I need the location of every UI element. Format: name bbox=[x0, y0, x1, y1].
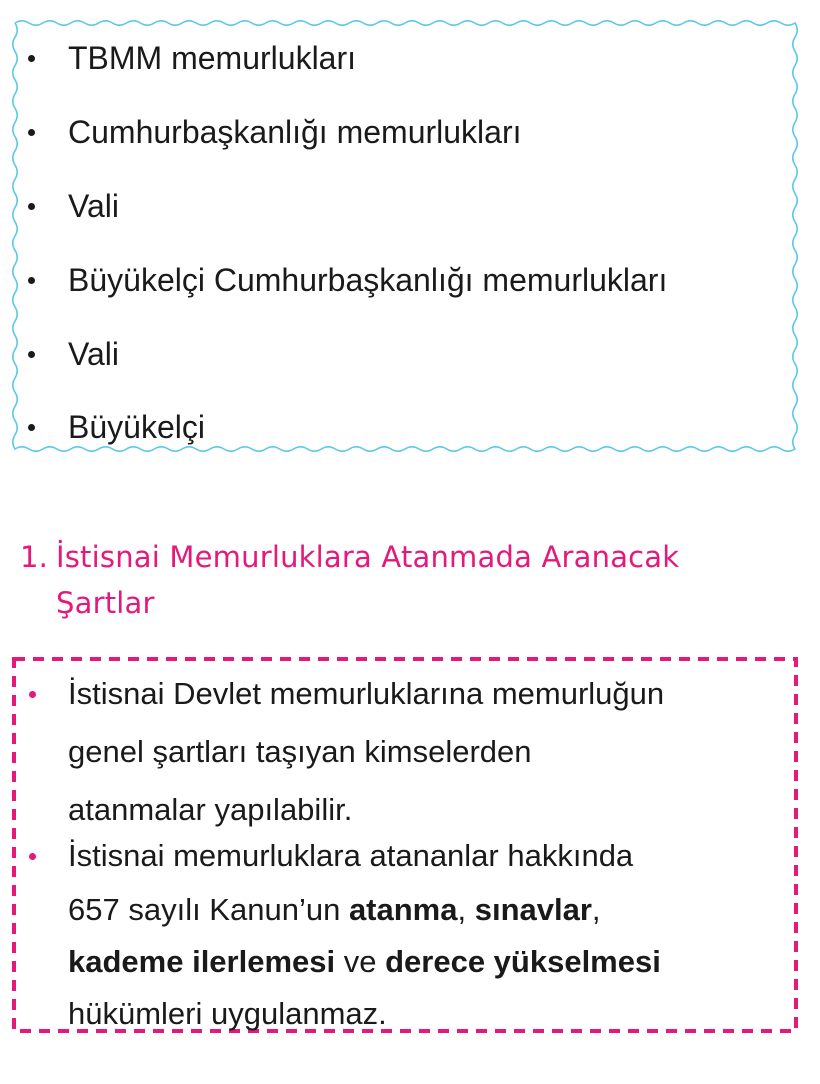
section-title-line: Şartlar bbox=[56, 586, 155, 620]
rules-box bbox=[12, 657, 798, 1033]
bullet-icon bbox=[29, 853, 36, 860]
bullet-icon bbox=[28, 277, 35, 284]
emphasis: atanma bbox=[348, 892, 458, 927]
bullet-icon bbox=[28, 351, 35, 358]
wavy-border bbox=[12, 20, 798, 452]
bullet-icon bbox=[29, 691, 36, 698]
rule-line: genel şartları taşıyan kimselerden bbox=[68, 734, 532, 769]
rule-line: atanmalar yapılabilir. bbox=[68, 792, 353, 827]
rule-item bbox=[12, 827, 798, 1031]
bullet-icon bbox=[28, 129, 35, 136]
bullet-icon bbox=[28, 203, 35, 210]
rule-item bbox=[12, 665, 798, 839]
section-title bbox=[56, 534, 776, 626]
rule-line: İstisnai memurluklara atananlar hakkında bbox=[68, 838, 634, 873]
section-number: 1. bbox=[20, 540, 49, 574]
bullet-icon bbox=[28, 55, 35, 62]
wavy-border-path bbox=[13, 21, 797, 451]
emphasis: sınavlar bbox=[474, 892, 592, 927]
rule-line: kademe ilerlemesi ve derece yükselmesi bbox=[68, 944, 661, 979]
emphasis: kademe ilerlemesi bbox=[68, 944, 336, 979]
rule-line: hükümleri uygulanmaz. bbox=[68, 996, 387, 1031]
section-title-line: İstisnai Memurluklara Atanmada Aranacak bbox=[56, 540, 680, 574]
rule-line: İstisnai Devlet memurluklarına memurluğun bbox=[68, 676, 665, 711]
rule-line: 657 sayılı Kanun’un atanma, sınavlar, bbox=[68, 892, 601, 927]
positions-list-box: TBMM memurlukları Cumhurbaşkanlığı memurlukları Vali Büyükelçi Cumhurbaşkanlığı memurlukları Vali Büyükelçi bbox=[12, 20, 798, 452]
bullet-icon bbox=[28, 424, 35, 431]
emphasis: derece yükselmesi bbox=[385, 944, 661, 979]
